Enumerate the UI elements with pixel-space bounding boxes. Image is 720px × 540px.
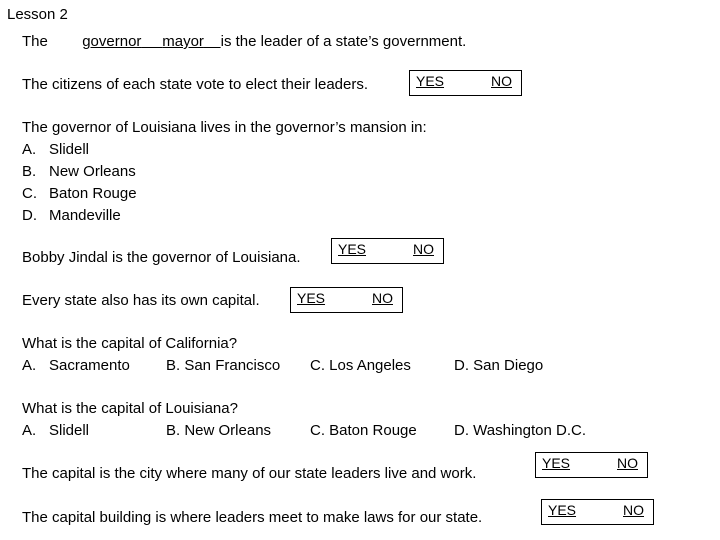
- q7-option-a[interactable]: A. Slidell: [22, 422, 90, 439]
- q1-suffix: is the leader of a state’s government.: [220, 33, 467, 50]
- question-6-text: What is the capital of California?: [22, 335, 238, 352]
- q3-option-b[interactable]: B. New Orleans: [22, 163, 136, 180]
- q9-yes-option[interactable]: YES: [548, 502, 577, 518]
- q9-no-option[interactable]: NO: [623, 502, 644, 518]
- question-5-text: Every state also has its own capital.: [22, 292, 260, 309]
- question-8-yes-no-box: [535, 452, 648, 478]
- q4-no-option[interactable]: NO: [413, 241, 434, 257]
- q1-option-mayor[interactable]: mayor: [162, 33, 204, 50]
- question-9-text: The capital building is where leaders meet to make laws for our state.: [22, 509, 483, 526]
- q1-option-governor[interactable]: governor: [82, 33, 142, 50]
- question-4-text: Bobby Jindal is the governor of Louisiana.: [22, 249, 301, 266]
- question-2-yes-no-box: [409, 70, 522, 96]
- q8-yes-option[interactable]: YES: [542, 455, 571, 471]
- lesson-title: Lesson 2: [7, 6, 68, 23]
- question-9-yes-no-box: [541, 499, 654, 525]
- q7-option-b[interactable]: B. New Orleans: [166, 422, 272, 439]
- question-5-yes-no-box: [290, 287, 403, 313]
- q2-yes-option[interactable]: YES: [416, 73, 445, 89]
- question-8-text: The capital is the city where many of our state leaders live and work.: [22, 465, 477, 482]
- q6-option-a[interactable]: A. Sacramento: [22, 357, 130, 374]
- q2-no-option[interactable]: NO: [491, 73, 512, 89]
- question-1: [22, 33, 466, 50]
- question-7-text: What is the capital of Louisiana?: [22, 400, 238, 417]
- q5-yes-option[interactable]: YES: [297, 290, 326, 306]
- q3-option-c[interactable]: C. Baton Rouge: [22, 185, 137, 202]
- q4-yes-option[interactable]: YES: [338, 241, 367, 257]
- q7-option-c[interactable]: C. Baton Rouge: [310, 422, 417, 439]
- q6-option-d[interactable]: D. San Diego: [454, 357, 544, 374]
- q3-option-d[interactable]: D. Mandeville: [22, 207, 121, 224]
- q5-no-option[interactable]: NO: [372, 290, 393, 306]
- question-4-yes-no-box: [331, 238, 444, 264]
- question-2-text: The citizens of each state vote to elect their leaders.: [22, 76, 369, 93]
- q6-option-c[interactable]: C. Los Angeles: [310, 357, 411, 374]
- q8-no-option[interactable]: NO: [617, 455, 638, 471]
- q6-option-b[interactable]: B. San Francisco: [166, 357, 281, 374]
- question-3-text: The governor of Louisiana lives in the governor’s mansion in:: [22, 119, 427, 136]
- q1-prefix: The: [22, 33, 48, 50]
- q3-option-a[interactable]: A. Slidell: [22, 141, 90, 158]
- q7-option-d[interactable]: D. Washington D.C.: [454, 422, 586, 439]
